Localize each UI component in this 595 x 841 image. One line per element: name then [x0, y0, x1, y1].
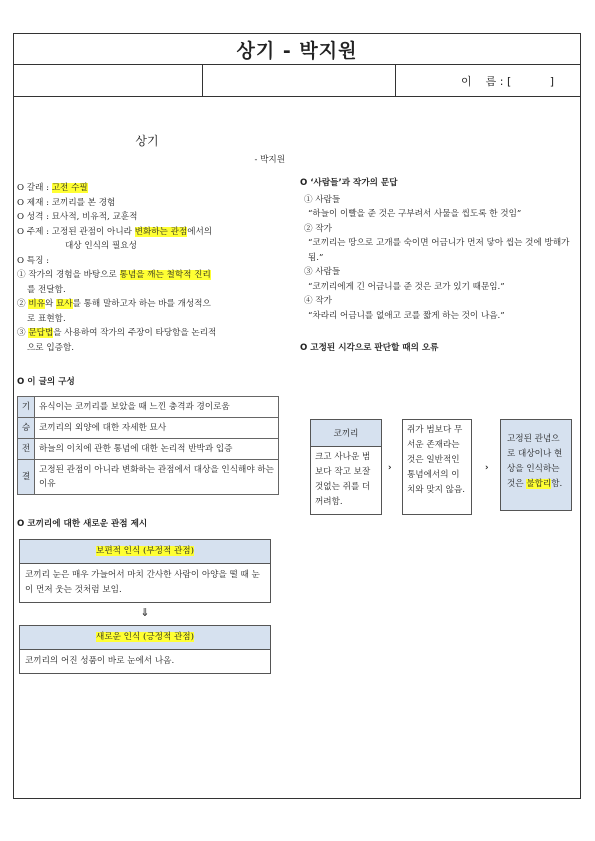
dialogue-speaker-3: ③ 사람들 [304, 267, 341, 277]
error-heading: O 고정된 시각으로 판단할 때의 오류 [300, 343, 439, 353]
topic-line: O 제재 : 코끼리를 본 경험 [17, 197, 116, 208]
dialogue-quote-4: “차라리 어금니를 없애고 코를 짧게 하는 것이 나음.” [308, 310, 505, 321]
table-row: 승 코끼리의 외양에 대한 자세한 묘사 [18, 417, 279, 438]
work-title: 상기 [135, 134, 159, 148]
name-label: 이 름 : [ ] [461, 74, 554, 88]
info-row [14, 65, 580, 97]
genre-value: 고전 수필 [51, 183, 88, 193]
theme-line: O 주제 : 고정된 관점이 아니라 변화하는 관점에서의 [17, 226, 213, 237]
new-view-body: 코끼리의 어진 성품이 바로 눈에서 나옴. [19, 650, 271, 674]
dialogue-speaker-1: ① 사람들 [304, 194, 341, 205]
feature-2-cont: 로 표현함. [27, 313, 66, 324]
elephant-box-body: 크고 사나운 범보다 작고 보잘것없는 쥐를 더 꺼려함. [310, 447, 382, 515]
new-view-heading: O 코끼리에 대한 새로운 관점 제시 [17, 518, 148, 529]
author: - 박지원 [254, 154, 285, 165]
feature-2: ② 비유와 묘사를 통해 말하고자 하는 바를 개성적으 [17, 299, 211, 309]
table-row: 기 유식이는 코끼리를 보았을 때 느낀 충격과 경이로움 [18, 396, 279, 417]
genre-line: O 갈래 : 고전 수필 [17, 183, 88, 193]
elephant-box [310, 419, 382, 515]
feature-3-cont: 으로 입증함. [27, 342, 74, 353]
arrow-down-icon: ⇓ [140, 605, 150, 619]
general-view-title: 보편적 인식 (부정적 관점) [19, 539, 271, 564]
error-flow [310, 419, 572, 519]
theme-cont: 대상 인식의 필요성 [65, 241, 137, 251]
elephant-box-title: 코끼리 [310, 419, 382, 447]
dialogue-quote-3: “코끼리에게 긴 어금니를 준 것은 코가 있기 때문임.” [308, 281, 505, 292]
left-column [17, 96, 287, 674]
features-label: O 특징 : [17, 255, 50, 266]
general-view-body: 코끼리 눈은 매우 가늘어서 마치 간사한 사람이 아양을 떨 때 눈이 먼저 웃는 것처럼 보임. [19, 564, 271, 603]
table-row: 전 하늘의 이치에 관한 통념에 대한 논리적 반박과 입증 [18, 438, 279, 459]
dialogue-speaker-2: ② 작가 [304, 223, 332, 234]
new-view-title: 새로운 인식 (긍정적 관점) [19, 625, 271, 650]
chevron-right-icon: › [388, 463, 392, 473]
info-cell-2 [203, 65, 396, 96]
feature-1: ① 작가의 경험을 바탕으로 통념을 깨는 철학적 진리 [17, 270, 211, 280]
structure-table [17, 396, 279, 495]
structure-heading: O 이 글의 구성 [17, 377, 75, 387]
feature-3: ③ 문답법을 사용하여 작가의 주장이 타당함을 논리적 [17, 328, 217, 338]
title-row [14, 34, 580, 65]
nature-line: O 성격 : 묘사적, 비유적, 교훈적 [17, 212, 138, 222]
feature-1-cont: 를 전달함. [27, 284, 66, 295]
chevron-right-icon: › [485, 463, 489, 473]
dialogue-quote-1: “하늘이 이빨을 준 것은 구부려서 사물을 씹도록 한 것임” [308, 209, 522, 219]
common-sense-box: 쥐가 범보다 무서운 존재라는 것은 일반적인 통념에서의 이치와 맞지 않음. [402, 419, 472, 515]
name-field[interactable] [396, 65, 580, 96]
dialogue-quote-2: “코끼리는 땅으로 고개를 숙이면 어금니가 먼저 닿아 씹는 것에 방해가 됨.” [308, 238, 570, 263]
info-cell-1 [14, 65, 203, 96]
dialogue-speaker-4: ④ 작가 [304, 296, 332, 306]
dialogue-heading: O ‘사람들’과 작가의 문답 [300, 178, 398, 188]
page-title: 상기 - 박지원 [236, 39, 358, 62]
right-column [300, 140, 570, 362]
conclusion-box: 고정된 관념으로 대상이나 현상을 인식하는 것은 불합리함. [500, 419, 572, 511]
table-row: 결 고정된 관점이 아니라 변화하는 관점에서 대상을 인식해야 하는 이유 [18, 459, 279, 494]
